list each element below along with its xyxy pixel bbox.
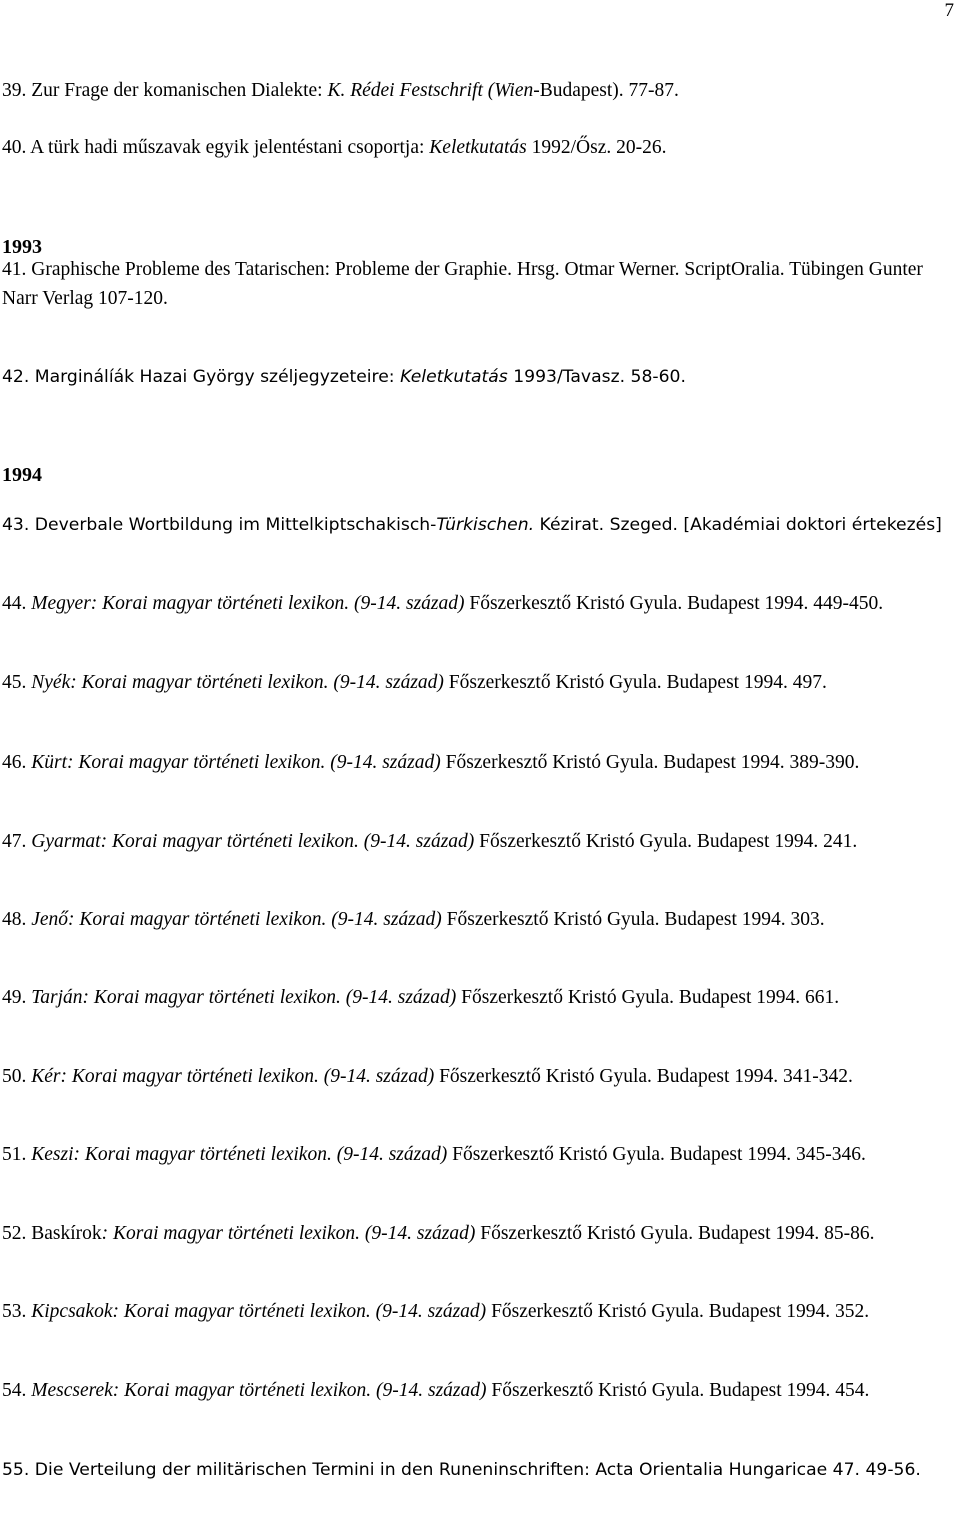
entry-text: Főszerkesztő Kristó Gyula. Budapest 1994. 454. bbox=[486, 1380, 870, 1401]
bibliography-entry bbox=[2, 668, 952, 697]
entry-text: Die Verteilung der militärischen Termini in den Runeninschriften: Acta Orientalia Hungaricae 47. 49-56. bbox=[29, 1460, 921, 1480]
entry-text: Kér: Korai magyar történeti lexikon. (9-14. század) bbox=[26, 1066, 435, 1087]
entry-text: Marginálíák Hazai György széljegyzeteire: bbox=[29, 367, 401, 387]
entry-text: Főszerkesztő Kristó Gyula. Budapest 1994. 341-342. bbox=[434, 1066, 853, 1087]
bibliography-entry bbox=[2, 589, 952, 618]
entry-text: Főszerkesztő Kristó Gyula. Budapest 1994. 497. bbox=[443, 672, 827, 693]
entry-text: Keszi: Korai magyar történeti lexikon. (9-14. század) bbox=[26, 1144, 448, 1165]
bibliography-entry bbox=[2, 1062, 952, 1091]
bibliography-entry bbox=[2, 983, 952, 1012]
bibliography-entry bbox=[2, 133, 952, 162]
entry-text: Tarján: Korai magyar történeti lexikon. (9-14. század) bbox=[26, 987, 457, 1008]
entry-text: Graphische Probleme des Tatarischen: Probleme der Graphie. Hrsg. Otmar Werner. ScriptOralia. Tübingen Gunter Narr Verlag 107-120. bbox=[2, 259, 928, 309]
bibliography-entry bbox=[2, 905, 952, 934]
entry-number: 48. bbox=[2, 909, 27, 930]
page-number: 7 bbox=[944, 0, 954, 21]
entry-text: Megyer: Korai magyar történeti lexikon. (9-14. század) bbox=[26, 593, 465, 614]
entry-text: Főszerkesztő Kristó Gyula. Budapest 1994. 303. bbox=[441, 909, 825, 930]
entry-number: 49. bbox=[2, 987, 27, 1008]
entry-text: Kézirat. Szeged. [Akadémiai doktori értekezés] bbox=[534, 515, 942, 535]
entry-number: 47. bbox=[2, 831, 27, 852]
entry-text: Keletkutatás bbox=[400, 367, 508, 387]
entry-number: 50. bbox=[2, 1066, 27, 1087]
entry-text: Főszerkesztő Kristó Gyula. Budapest 1994. 352. bbox=[486, 1301, 870, 1322]
bibliography-entry bbox=[2, 510, 952, 540]
entry-number: 43. bbox=[2, 515, 30, 535]
bibliography-entry bbox=[2, 827, 952, 856]
bibliography-entry bbox=[2, 1297, 952, 1326]
entry-text: A türk hadi műszavak egyik jelentéstani csoportja: bbox=[26, 137, 430, 158]
entry-number: 41. bbox=[2, 259, 27, 280]
entry-text: K. Rédei Festschrift (Wien bbox=[327, 80, 534, 101]
year-heading: 1994 bbox=[2, 464, 42, 486]
entry-text: Baskírok bbox=[26, 1223, 102, 1244]
entry-text: Főszerkesztő Kristó Gyula. Budapest 1994. 389-390. bbox=[440, 752, 860, 773]
entry-text: Zur Frage der komanischen Dialekte: bbox=[26, 80, 328, 101]
entry-text: Főszerkesztő Kristó Gyula. Budapest 1994. 345-346. bbox=[447, 1144, 866, 1165]
entry-text: Kipcsakok: Korai magyar történeti lexikon. (9-14. század) bbox=[26, 1301, 487, 1322]
bibliography-entry bbox=[2, 1376, 952, 1405]
entry-text: : Korai magyar történeti lexikon. (9-14. század) bbox=[101, 1223, 476, 1244]
entry-text: 1992/Ősz. 20-26. bbox=[526, 137, 667, 158]
bibliography-entry bbox=[2, 748, 952, 777]
bibliography-entry bbox=[2, 1219, 952, 1248]
entry-text: Gyarmat: Korai magyar történeti lexikon. (9-14. század) bbox=[26, 831, 475, 852]
bibliography-entry bbox=[2, 362, 952, 392]
entry-number: 39. bbox=[2, 80, 27, 101]
entry-text: Keletkutatás bbox=[429, 137, 527, 158]
entry-number: 53. bbox=[2, 1301, 27, 1322]
entry-text: Kürt: Korai magyar történeti lexikon. (9-14. század) bbox=[26, 752, 441, 773]
bibliography-entry bbox=[2, 1140, 952, 1169]
entry-number: 51. bbox=[2, 1144, 27, 1165]
year-heading: 1993 bbox=[2, 236, 42, 258]
entry-text: Főszerkesztő Kristó Gyula. Budapest 1994. 241. bbox=[474, 831, 858, 852]
entry-number: 45. bbox=[2, 672, 27, 693]
entry-number: 44. bbox=[2, 593, 27, 614]
entry-number: 40. bbox=[2, 137, 27, 158]
entry-text: Főszerkesztő Kristó Gyula. Budapest 1994. 85-86. bbox=[475, 1223, 875, 1244]
entry-number: 52. bbox=[2, 1223, 27, 1244]
entry-text: Nyék: Korai magyar történeti lexikon. (9-14. század) bbox=[26, 672, 444, 693]
entry-text: 1993/Tavasz. 58-60. bbox=[507, 367, 686, 387]
entry-number: 55. bbox=[2, 1460, 30, 1480]
bibliography-entry bbox=[2, 1455, 952, 1485]
entry-text: Jenő: Korai magyar történeti lexikon. (9-14. század) bbox=[26, 909, 442, 930]
bibliography-entry bbox=[2, 255, 952, 313]
entry-text: Mescserek: Korai magyar történeti lexikon. (9-14. század) bbox=[26, 1380, 487, 1401]
entry-text: Türkischen. bbox=[436, 515, 535, 535]
entry-number: 46. bbox=[2, 752, 27, 773]
entry-number: 54. bbox=[2, 1380, 27, 1401]
entry-text: Főszerkesztő Kristó Gyula. Budapest 1994. 449-450. bbox=[464, 593, 884, 614]
entry-text: Főszerkesztő Kristó Gyula. Budapest 1994. 661. bbox=[456, 987, 840, 1008]
entry-text: -Budapest). 77-87. bbox=[533, 80, 679, 101]
entry-text: Deverbale Wortbildung im Mittelkiptschakisch- bbox=[29, 515, 437, 535]
entry-number: 42. bbox=[2, 367, 30, 387]
bibliography-entry bbox=[2, 76, 952, 105]
